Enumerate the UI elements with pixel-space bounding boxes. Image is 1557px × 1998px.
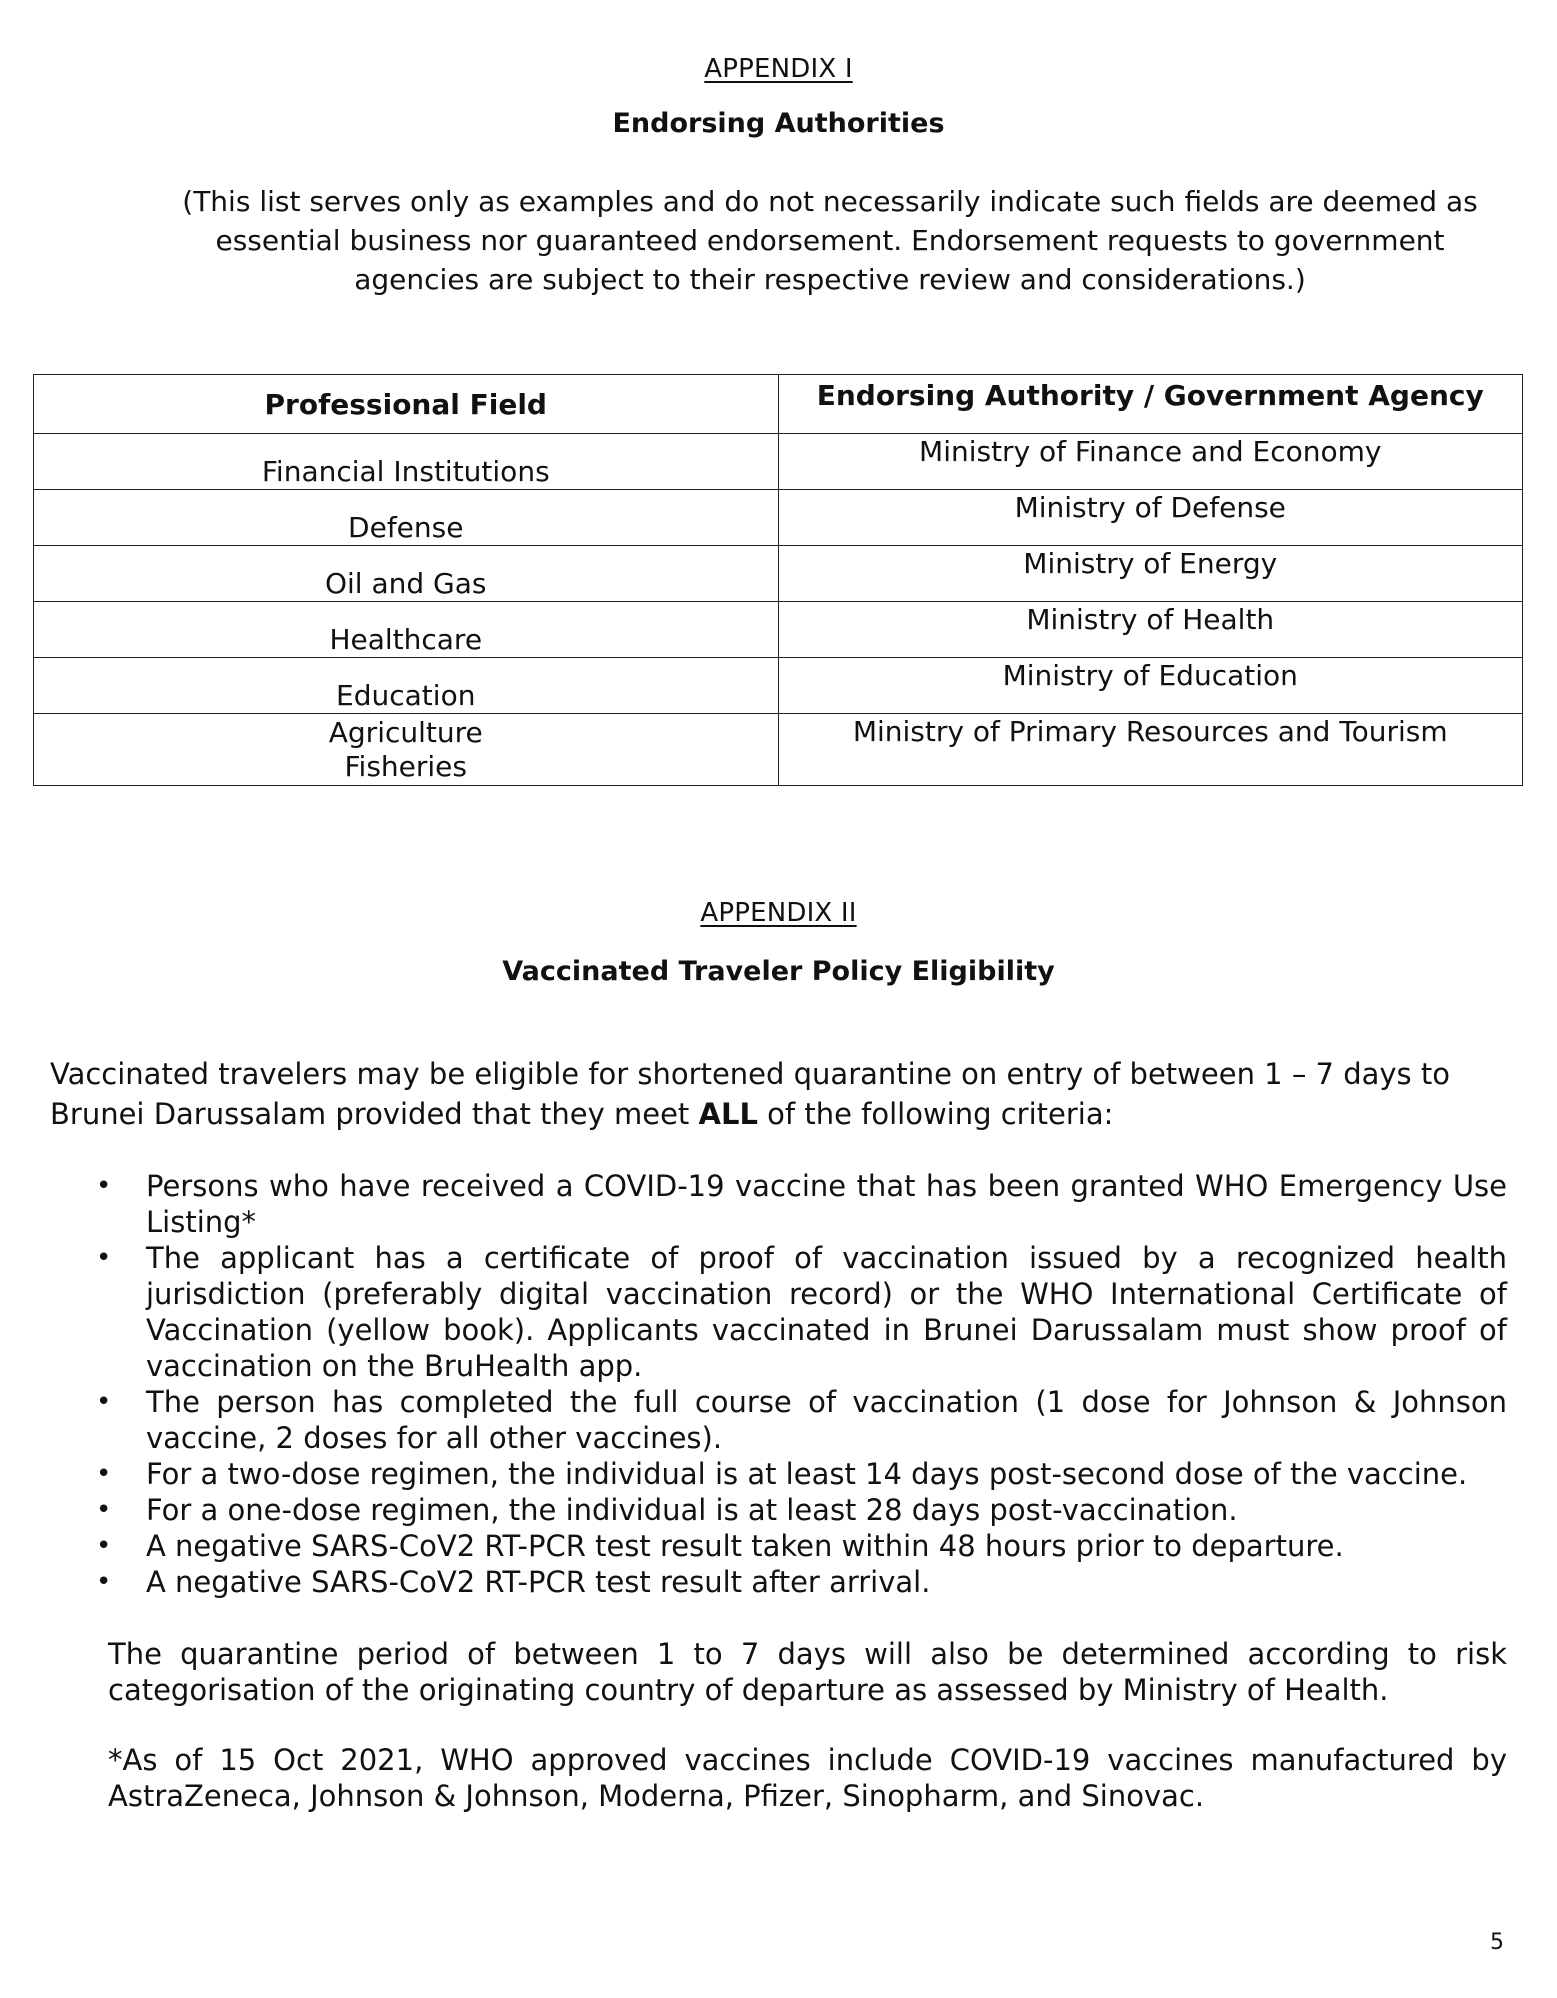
table-cell-field-line-2: Fisheries xyxy=(344,750,467,783)
bullet-icon: • xyxy=(96,1243,112,1273)
table-cell-field: Financial Institutions xyxy=(34,434,779,490)
bullet-icon: • xyxy=(96,1495,112,1525)
criterion-text: A negative SARS-CoV2 RT-PCR test result after arrival. xyxy=(146,1565,931,1599)
criterion-text: For a one-dose regimen, the individual is at least 28 days post-vaccination. xyxy=(146,1493,1238,1527)
table-cell-field xyxy=(34,714,779,786)
appendix-1-label: APPENDIX I xyxy=(704,54,853,84)
appendix-1-disclaimer: (This list serves only as examples and do not necessarily indicate such fields are deemed as essential business nor guaranteed endorsement. Endorsement requests to government agencies are subject to their respective review and considerations.) xyxy=(182,185,1478,296)
intro-text-after: of the following criteria: xyxy=(757,1097,1114,1131)
bullet-icon: • xyxy=(96,1387,112,1417)
table-cell-field: Defense xyxy=(34,490,779,546)
criterion-text: A negative SARS-CoV2 RT-PCR test result taken within 48 hours prior to departure. xyxy=(146,1529,1344,1563)
table-cell-field: Healthcare xyxy=(34,602,779,658)
table-row xyxy=(34,490,1523,546)
bullet-icon: • xyxy=(96,1531,112,1561)
criterion-text: The applicant has a certificate of proof of vaccination issued by a recognized health jurisdiction (preferably digital vaccination record) or the WHO International Certificate of Vaccination (yellow book). Applicants vaccinated in Brunei Darussalam must show proof of vaccination on the BruHealth app. xyxy=(146,1241,1507,1383)
appendix-2-title: Vaccinated Traveler Policy Eligibility xyxy=(502,956,1055,987)
list-item xyxy=(50,1528,1507,1564)
list-item xyxy=(50,1492,1507,1528)
list-item xyxy=(50,1168,1507,1240)
table-header-row xyxy=(34,375,1523,434)
table-cell-agency: Ministry of Defense xyxy=(778,490,1523,546)
table-row xyxy=(34,714,1523,786)
bullet-icon: • xyxy=(96,1567,112,1597)
bullet-icon: • xyxy=(96,1171,112,1201)
appendix-1-title: Endorsing Authorities xyxy=(612,108,945,139)
table-cell-agency: Ministry of Primary Resources and Tourism xyxy=(778,714,1523,786)
endorsing-authorities-table xyxy=(33,374,1523,786)
list-item xyxy=(50,1564,1507,1600)
table-row xyxy=(34,546,1523,602)
table-cell-agency: Ministry of Energy xyxy=(778,546,1523,602)
header-professional-field: Professional Field xyxy=(34,375,779,434)
table-cell-field: Oil and Gas xyxy=(34,546,779,602)
intro-text-emphasis: ALL xyxy=(698,1097,758,1131)
approved-vaccines-note: *As of 15 Oct 2021, WHO approved vaccines include COVID-19 vaccines manufactured by AstraZeneca, Johnson & Johnson, Moderna, Pfizer, Sinopharm, and Sinovac. xyxy=(108,1743,1507,1813)
appendix-2-label: APPENDIX II xyxy=(700,898,857,928)
table-cell-agency: Ministry of Education xyxy=(778,658,1523,714)
criterion-text: Persons who have received a COVID-19 vaccine that has been granted WHO Emergency Use Listing* xyxy=(146,1169,1507,1239)
list-item xyxy=(50,1384,1507,1456)
criterion-text: The person has completed the full course of vaccination (1 dose for Johnson & Johnson vaccine, 2 doses for all other vaccines). xyxy=(146,1385,1507,1455)
header-endorsing-authority: Endorsing Authority / Government Agency xyxy=(778,375,1523,434)
eligibility-intro xyxy=(50,1054,1510,1134)
table-row xyxy=(34,658,1523,714)
table-row xyxy=(34,602,1523,658)
list-item xyxy=(50,1456,1507,1492)
eligibility-criteria-list xyxy=(50,1168,1507,1600)
table-row xyxy=(34,434,1523,490)
table-cell-agency: Ministry of Finance and Economy xyxy=(778,434,1523,490)
table-cell-field: Education xyxy=(34,658,779,714)
page-number: 5 xyxy=(1490,1930,1504,1955)
list-item xyxy=(50,1240,1507,1384)
bullet-icon: • xyxy=(96,1459,112,1489)
table-cell-agency: Ministry of Health xyxy=(778,602,1523,658)
table-cell-field-line-1: Agriculture xyxy=(328,716,483,749)
criterion-text: For a two-dose regimen, the individual is at least 14 days post-second dose of the vaccine. xyxy=(146,1457,1468,1491)
quarantine-period-note: The quarantine period of between 1 to 7 days will also be determined according to risk categorisation of the originating country of departure as assessed by Ministry of Health. xyxy=(108,1637,1507,1707)
intro-text-before: Vaccinated travelers may be eligible for shortened quarantine on entry of between 1 – 7 days to Brunei Darussalam provided that they meet xyxy=(50,1057,1451,1131)
